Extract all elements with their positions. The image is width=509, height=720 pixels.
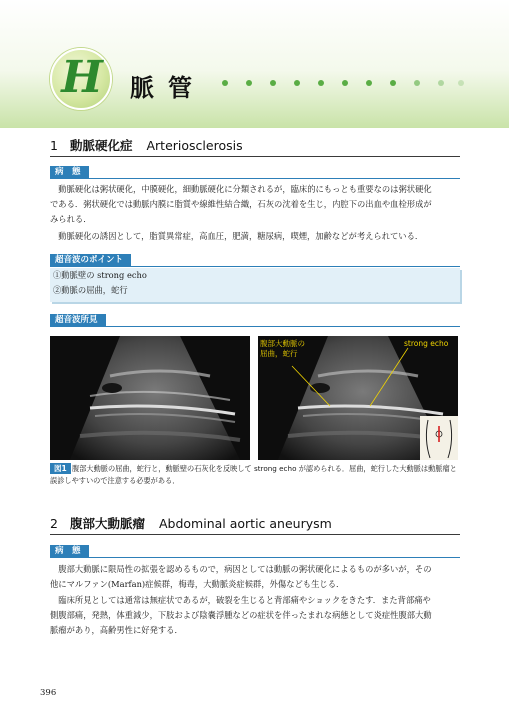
section-title-en: Abdominal aortic aneurysm (158, 516, 332, 531)
ultrasound-points-box (50, 268, 460, 302)
section-title-jp: 動脈硬化症 (69, 138, 133, 153)
section-number: 2 (50, 516, 58, 531)
text-line: 腹部大動脈に限局性の拡張を認めるもので，病因としては動脈の粥状硬化によるものが多いが，その (58, 564, 432, 574)
text-line: みられる． (50, 214, 92, 224)
label-underline (50, 557, 460, 558)
chapter-letter: H (61, 52, 103, 103)
decorative-dots (222, 80, 462, 88)
pathology-label: 病 態 (50, 166, 89, 179)
label-underline (50, 326, 460, 327)
ultrasound-image-right (258, 336, 458, 460)
figure-caption: 腹部大動脈の屈曲，蛇行と，動脈壁の石灰化を反映して strong echo が認められる．屈曲，蛇行した大動脈は動脈瘤と誤診しやすいので注意する必要がある． (50, 464, 457, 485)
page-number: 396 (40, 688, 57, 698)
text-line: 他にマルファン(Marfan)症候群，梅毒，大動脈炎症候群，外傷なども生じる． (50, 579, 345, 589)
text-line: 脈瘤があり，高齢男性に好発する． (50, 625, 183, 635)
point-item: ②動脈の屈曲，蛇行 (53, 285, 128, 295)
section-1-paragraph-2: 動脈硬化の誘因として，脂質異常症，高血圧，肥満，糖尿病，喫煙，加齢などが考えられている． (58, 231, 424, 241)
section-1-paragraph-1 (50, 182, 460, 227)
section-2-paragraph-1 (50, 562, 460, 592)
ultrasound-points-label: 超音波のポイント (50, 254, 131, 267)
ultrasound-findings-label: 超音波所見 (50, 314, 106, 327)
ultrasound-image-left (50, 336, 250, 460)
annotation-line: 屈曲，蛇行 (260, 349, 298, 358)
section-title-jp: 腹部大動脈瘤 (69, 516, 145, 531)
point-item: ①動脈壁の strong echo (53, 270, 147, 280)
annotation-line: 腹部大動脈の (260, 339, 305, 348)
section-1-title (50, 136, 460, 157)
section-2-title (50, 514, 460, 535)
label-underline (50, 178, 460, 179)
text-line: 臨床所見としては通常は無症状であるが，破裂を生じると背部痛やショックをきたす．また背部痛や (58, 595, 431, 605)
figure-number: 図1 (50, 463, 71, 474)
pathology-label: 病 態 (50, 545, 89, 558)
section-number: 1 (50, 138, 58, 153)
text-line: 側腹部痛，発熱，体重減少，下肢および陰嚢浮腫などの症状を伴ったまれな病態として炎症性腹部大動 (50, 610, 432, 620)
annotation-strong-echo: strong echo (404, 339, 449, 348)
section-title-en: Arteriosclerosis (146, 138, 243, 153)
annotation-tortuous-aorta (260, 339, 305, 359)
text-line: 動脈硬化は粥状硬化，中膜硬化，細動脈硬化に分類されるが，臨床的にもっとも重要なのは粥状硬化 (58, 184, 432, 194)
text-line: である．粥状硬化では動脈内膜に脂質や線維性結合織，石灰の沈着を生じ，内腔下の出血や血栓形成が (50, 199, 432, 209)
label-underline (50, 266, 460, 267)
chapter-title: 脈管 (130, 74, 206, 102)
section-2-paragraph-2 (50, 593, 460, 638)
